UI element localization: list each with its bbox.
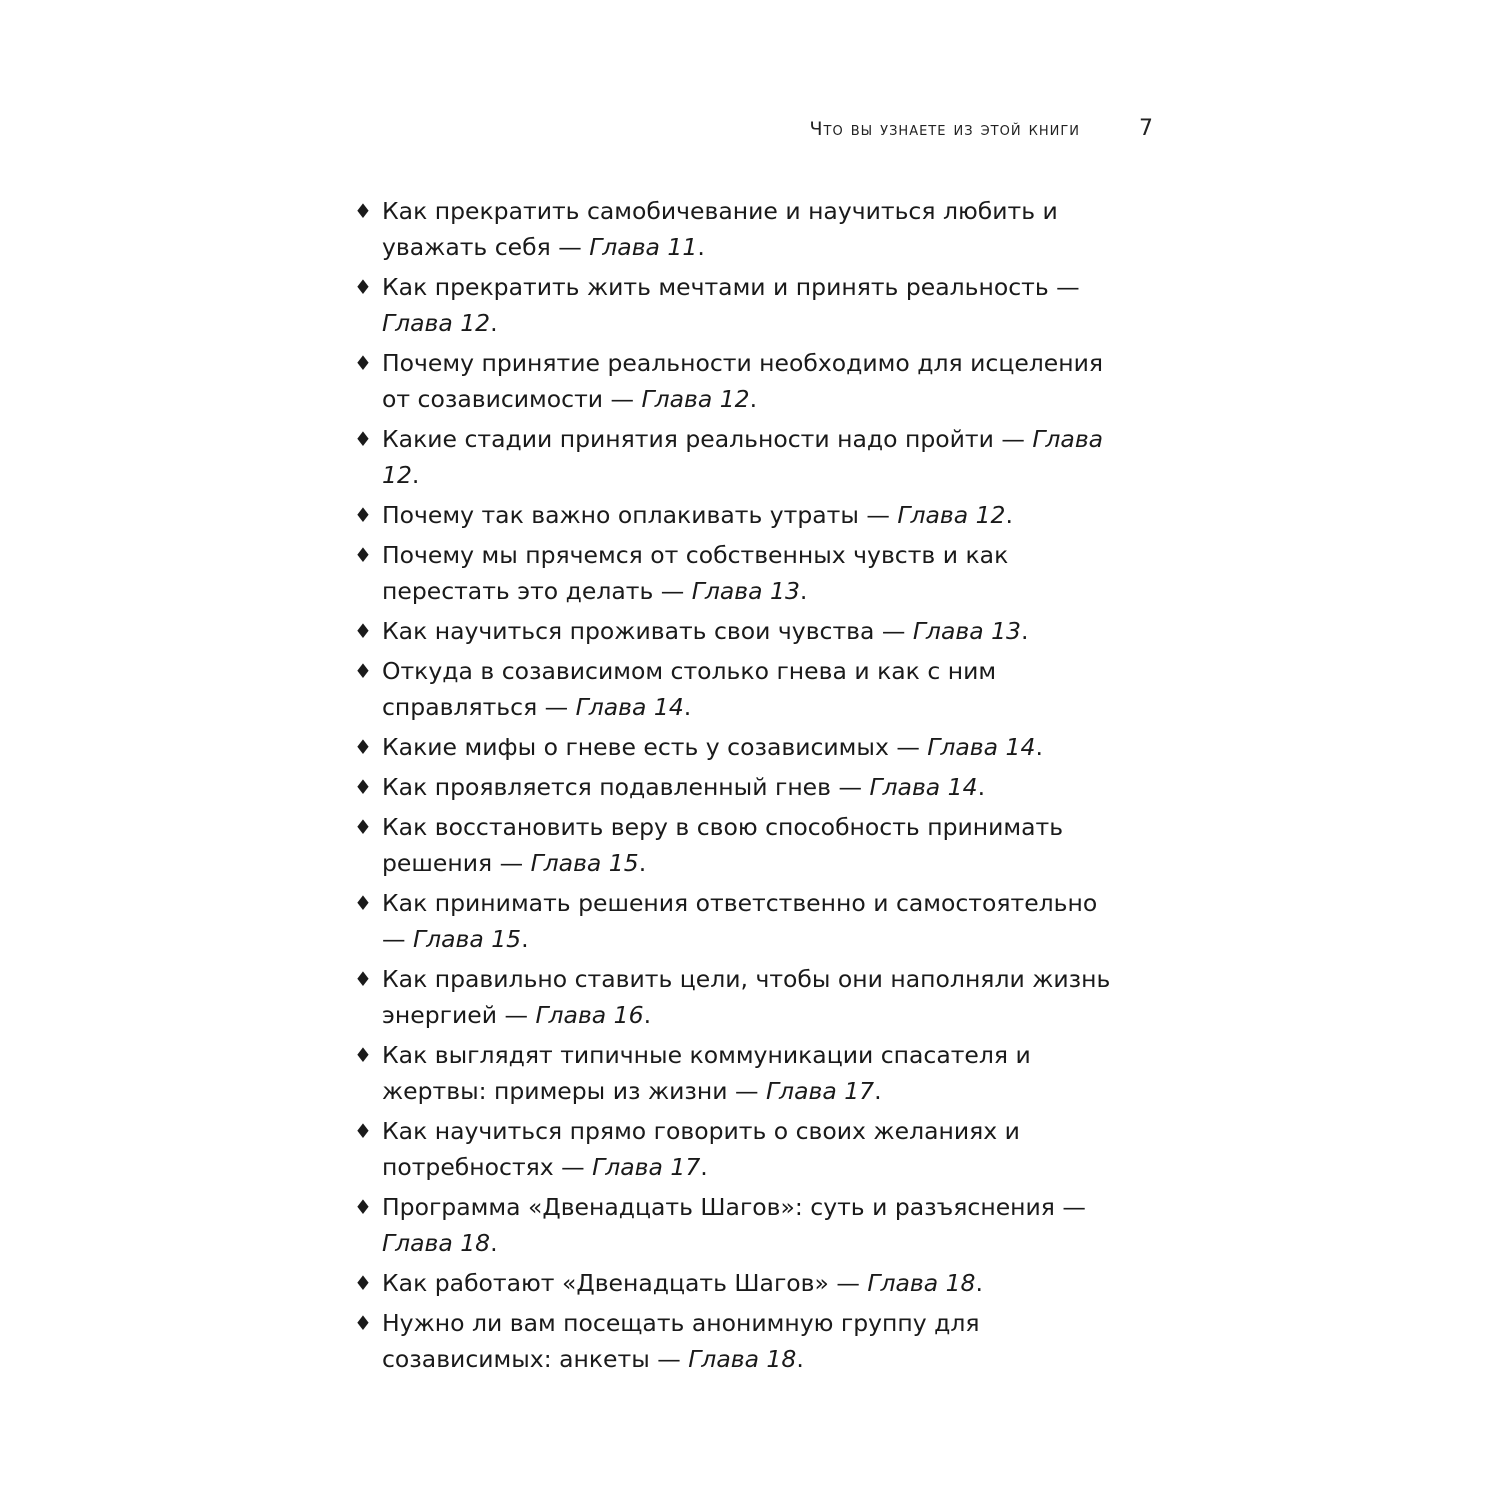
list-item	[352, 345, 1112, 417]
diamond-bullet-icon: ♦	[354, 967, 372, 991]
item-terminator: .	[697, 233, 705, 261]
list-item	[352, 613, 1112, 649]
chapter-reference: Глава 17	[765, 1077, 875, 1105]
diamond-bullet-icon: ♦	[354, 891, 372, 915]
diamond-bullet-icon: ♦	[354, 1271, 372, 1295]
item-text: Как прекратить жить мечтами и принять реальность —	[382, 273, 1080, 301]
item-text: Как восстановить веру в свою способность принимать решения —	[382, 813, 1064, 877]
diamond-bullet-icon: ♦	[354, 1043, 372, 1067]
item-terminator: .	[411, 461, 420, 489]
list-item	[352, 1265, 1112, 1301]
item-text: Как научиться прямо говорить о своих желаниях и потребностях —	[382, 1117, 1020, 1181]
chapter-reference: Глава 11	[589, 233, 698, 261]
chapter-reference: Глава 14	[927, 733, 1036, 761]
item-terminator: .	[1005, 501, 1013, 529]
list-item	[352, 1305, 1112, 1377]
item-terminator: .	[638, 849, 647, 877]
item-terminator: .	[799, 577, 808, 605]
item-text: Как работают «Двенадцать Шагов» —	[382, 1269, 868, 1297]
chapter-reference: Глава 16	[535, 1001, 644, 1029]
item-terminator: .	[643, 1001, 652, 1029]
chapter-reference: Глава 18	[382, 1229, 491, 1257]
chapter-reference: Глава 13	[691, 577, 800, 605]
diamond-bullet-icon: ♦	[354, 1195, 372, 1219]
list-item	[352, 269, 1112, 341]
diamond-bullet-icon: ♦	[354, 427, 372, 451]
list-item	[352, 885, 1112, 957]
list-item	[352, 421, 1112, 493]
item-terminator: .	[700, 1153, 708, 1181]
item-text: Почему мы прячемся от собственных чувств и как перестать это делать —	[382, 541, 1009, 605]
list-item	[352, 193, 1112, 265]
item-text: Нужно ли вам посещать анонимную группу для созависимых: анкеты —	[382, 1309, 980, 1373]
item-terminator: .	[1020, 617, 1029, 645]
list-item	[352, 961, 1112, 1033]
item-terminator: .	[749, 385, 758, 413]
item-terminator: .	[683, 693, 692, 721]
chapter-reference: Глава 12	[641, 385, 750, 413]
chapter-reference: Глава 14	[575, 693, 684, 721]
item-text: Почему принятие реальности необходимо для исцеления от созависимости —	[382, 349, 1104, 413]
running-head-title: Что вы узнаете из этой книги	[809, 118, 1080, 140]
diamond-bullet-icon: ♦	[354, 619, 372, 643]
item-text: Программа «Двенадцать Шагов»: суть и разъяснения —	[382, 1193, 1086, 1221]
item-terminator: .	[490, 309, 498, 337]
item-text: Как научиться проживать свои чувства —	[382, 617, 913, 645]
diamond-bullet-icon: ♦	[354, 351, 372, 375]
item-text: Как выглядят типичные коммуникации спасателя и жертвы: примеры из жизни —	[382, 1041, 1031, 1105]
item-text: Почему так важно оплакивать утраты —	[382, 501, 898, 529]
chapter-reference: Глава 15	[530, 849, 639, 877]
item-text: Какие стадии принятия реальности надо пройти —	[382, 425, 1033, 453]
item-terminator: .	[490, 1229, 498, 1257]
diamond-bullet-icon: ♦	[354, 275, 372, 299]
chapter-reference: Глава 12	[897, 501, 1006, 529]
item-terminator: .	[975, 1269, 983, 1297]
list-item	[352, 769, 1112, 805]
diamond-bullet-icon: ♦	[354, 815, 372, 839]
chapter-reference: Глава 15	[412, 925, 522, 953]
list-item	[352, 729, 1112, 765]
item-text: Какие мифы о гневе есть у созависимых —	[382, 733, 928, 761]
chapter-reference: Глава 17	[592, 1153, 701, 1181]
topics-list	[352, 193, 1112, 1381]
diamond-bullet-icon: ♦	[354, 735, 372, 759]
item-text: Как правильно ставить цели, чтобы они наполняли жизнь энергией —	[382, 965, 1111, 1029]
list-item	[352, 653, 1112, 725]
chapter-reference: Глава 18	[867, 1269, 976, 1297]
list-item	[352, 537, 1112, 609]
list-item	[352, 1037, 1112, 1109]
item-text: Откуда в созависимом столько гнева и как с ним справляться —	[382, 657, 997, 721]
item-text: Как проявляется подавленный гнев —	[382, 773, 870, 801]
item-terminator: .	[796, 1345, 804, 1373]
page-number: 7	[1139, 116, 1153, 141]
diamond-bullet-icon: ♦	[354, 775, 372, 799]
list-item	[352, 1189, 1112, 1261]
diamond-bullet-icon: ♦	[354, 1119, 372, 1143]
chapter-reference: Глава 12	[382, 309, 491, 337]
diamond-bullet-icon: ♦	[354, 503, 372, 527]
chapter-reference: Глава 12	[382, 425, 1104, 489]
list-item	[352, 497, 1112, 533]
list-item	[352, 1113, 1112, 1185]
item-terminator: .	[521, 925, 529, 953]
chapter-reference: Глава 13	[912, 617, 1021, 645]
item-text: Как прекратить самобичевание и научиться любить и уважать себя —	[382, 197, 1058, 261]
list-item	[352, 809, 1112, 881]
item-terminator: .	[1035, 733, 1043, 761]
item-text: Как принимать решения ответственно и самостоятельно —	[382, 889, 1098, 953]
item-terminator: .	[977, 773, 986, 801]
chapter-reference: Глава 14	[869, 773, 978, 801]
chapter-reference: Глава 18	[688, 1345, 797, 1373]
item-terminator: .	[874, 1077, 882, 1105]
diamond-bullet-icon: ♦	[354, 659, 372, 683]
diamond-bullet-icon: ♦	[354, 1311, 372, 1335]
diamond-bullet-icon: ♦	[354, 543, 372, 567]
diamond-bullet-icon: ♦	[354, 199, 372, 223]
